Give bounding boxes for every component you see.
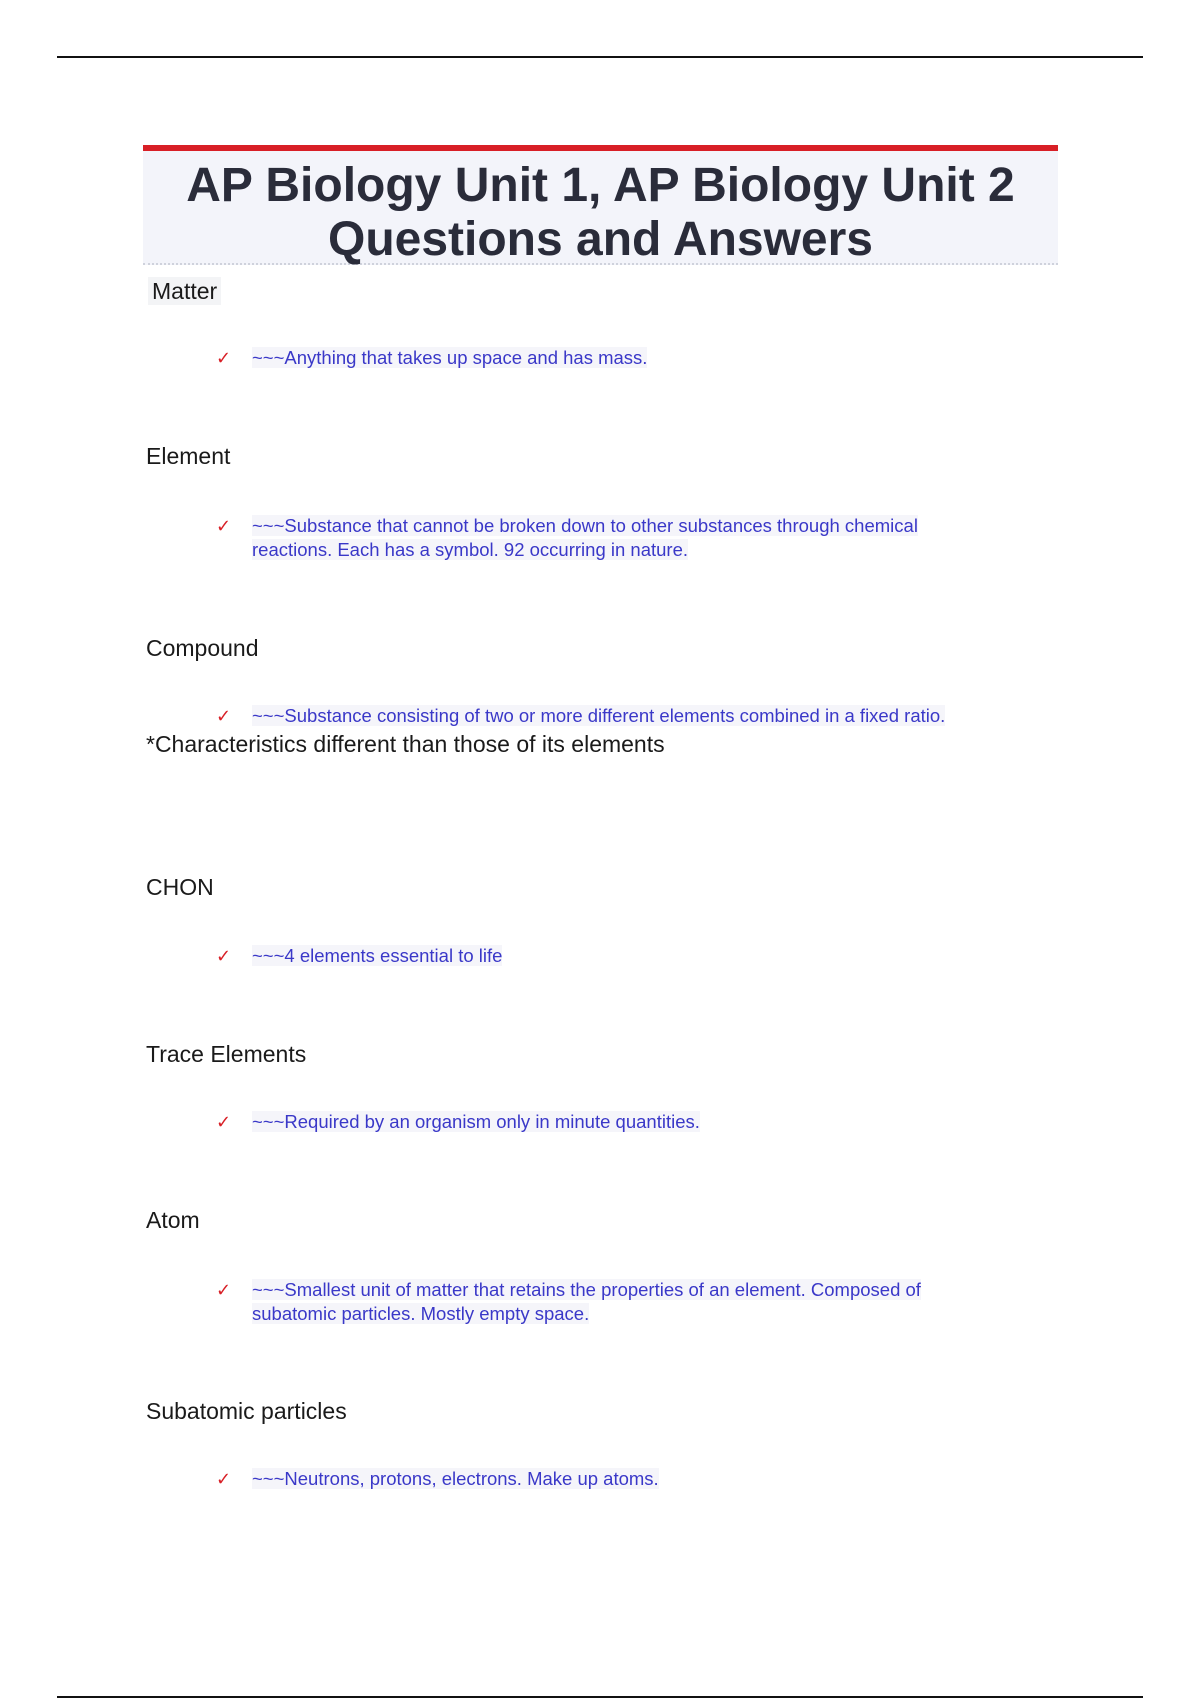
answer-text: ~~~Substance consisting of two or more different elements combined in a fixed ratio. — [252, 705, 946, 726]
answer-chon — [216, 944, 1016, 968]
answer-trace-elements — [216, 1110, 1016, 1134]
term-element: Element — [146, 443, 231, 469]
answer-element — [216, 514, 1016, 562]
page-bottom-rule — [57, 1696, 1143, 1698]
checkmark-icon: ✓ — [216, 348, 232, 369]
answer-atom — [216, 1278, 1016, 1326]
checkmark-icon: ✓ — [216, 1112, 232, 1133]
answer-text-line-1: ~~~Smallest unit of matter that retains the properties of an element. Composed of — [252, 1279, 921, 1300]
page-title — [143, 151, 1058, 267]
title-banner — [143, 145, 1058, 265]
title-line-2: Questions and Answers — [327, 213, 873, 266]
answer-text: ~~~4 elements essential to life — [252, 945, 503, 966]
answer-text: ~~~Neutrons, protons, electrons. Make up atoms. — [252, 1468, 659, 1489]
checkmark-icon: ✓ — [216, 706, 232, 727]
answer-text: ~~~Anything that takes up space and has mass. — [252, 347, 648, 368]
page-top-rule — [57, 56, 1143, 58]
title-line-1: AP Biology Unit 1, AP Biology Unit 2 — [186, 159, 1015, 212]
checkmark-icon: ✓ — [216, 946, 232, 967]
term-compound: Compound — [146, 635, 259, 661]
answer-text-line-2: subatomic particles. Mostly empty space. — [252, 1303, 590, 1324]
answer-subatomic-particles — [216, 1467, 1016, 1491]
answer-matter — [216, 346, 1016, 370]
answer-compound — [216, 704, 1046, 728]
term-atom: Atom — [146, 1207, 200, 1233]
term-subatomic-particles: Subatomic particles — [146, 1398, 347, 1424]
term-trace-elements: Trace Elements — [146, 1041, 307, 1067]
answer-text-line-2: reactions. Each has a symbol. 92 occurring in nature. — [252, 539, 689, 560]
answer-text: ~~~Required by an organism only in minute quantities. — [252, 1111, 700, 1132]
checkmark-icon: ✓ — [216, 516, 232, 537]
answer-text-line-1: ~~~Substance that cannot be broken down to other substances through chemical — [252, 515, 918, 536]
checkmark-icon: ✓ — [216, 1280, 232, 1301]
term-chon: CHON — [146, 874, 214, 900]
compound-note: *Characteristics different than those of its elements — [146, 731, 665, 757]
checkmark-icon: ✓ — [216, 1469, 232, 1490]
term-matter: Matter — [148, 277, 221, 305]
